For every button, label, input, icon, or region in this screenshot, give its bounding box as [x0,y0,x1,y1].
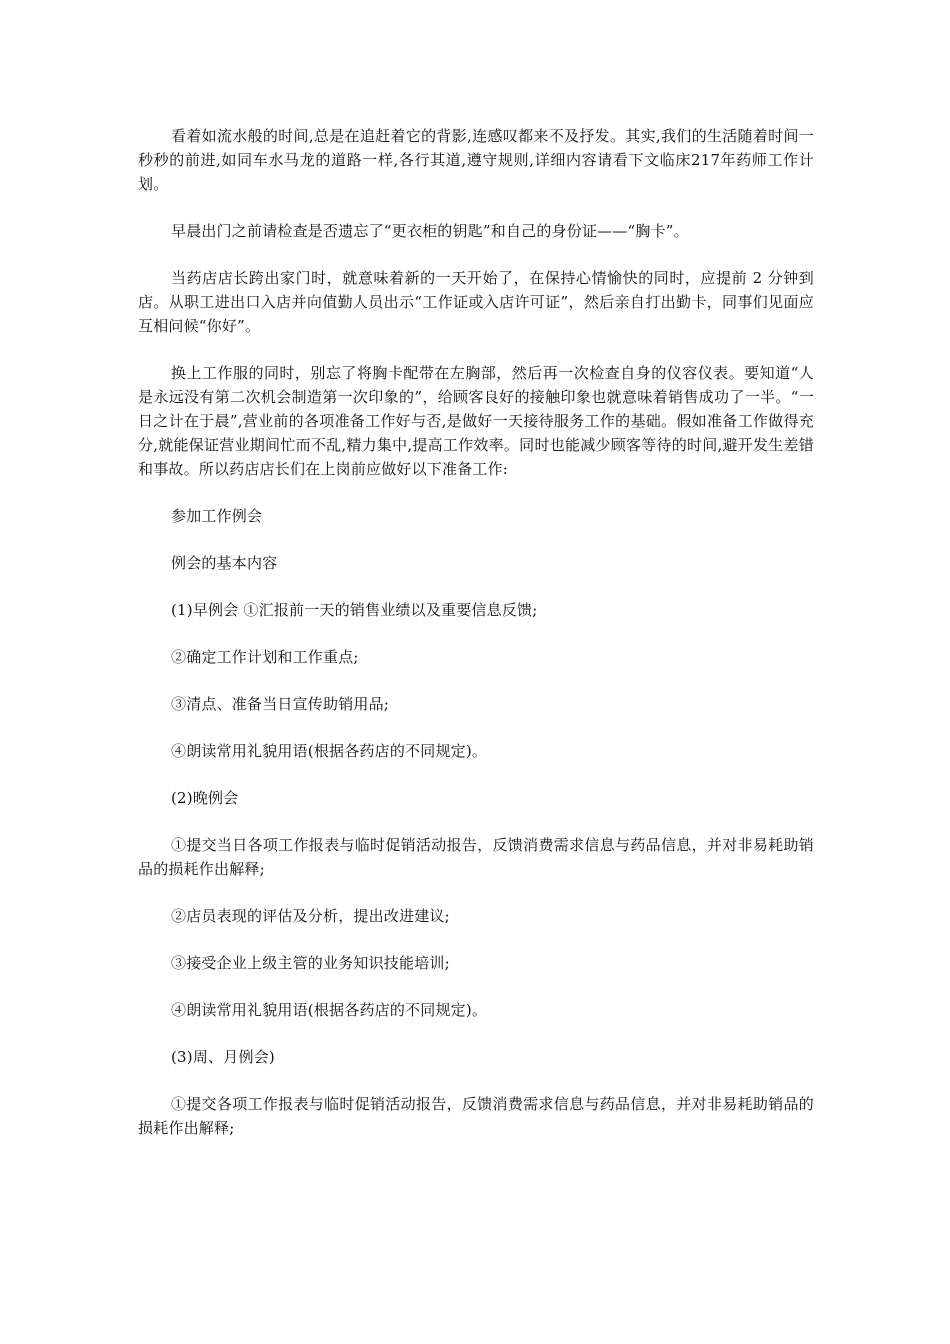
evening-meeting-item-3: ③接受企业上级主管的业务知识技能培训; [171,954,450,972]
arrival-paragraph: 当药店店长跨出家门时，就意味着新的一天开始了，在保持心情愉快的同时，应提前 2 分钟到店。从职工进出口入店并向值勤人员出示“工作证或入店许可证”，然后亲自打出勤卡，同事们见面应互相问候“你好”。 [138,269,814,335]
evening-meeting-item-1: ①提交当日各项工作报表与临时促销活动报告，反馈消费需求信息与药品信息，并对非易耗助销品的损耗作出解释; [138,836,814,878]
weekly-monthly-meeting-heading: (3)周、月例会) [171,1048,275,1066]
evening-meeting-item-2: ②店员表现的评估及分析，提出改进建议; [171,907,450,925]
intro-paragraph: 看着如流水般的时间,总是在追赶着它的背影,连感叹都来不及抒发。其实,我们的生活随着时间一秒秒的前进,如同车水马龙的道路一样,各行其道,遵守规则,详细内容请看下文临床217年药师工作计划。 [138,127,814,193]
section-heading-meeting: 参加工作例会 [171,507,263,525]
weekly-monthly-meeting-item-1: ①提交各项工作报表与临时促销活动报告，反馈消费需求信息与药品信息，并对非易耗助销品的损耗作出解释; [138,1095,814,1137]
preparation-paragraph: 换上工作服的同时，别忘了将胸卡配带在左胸部，然后再一次检查自身的仪容仪表。要知道“人是永远没有第二次机会制造第一次印象的”，给顾客良好的接触印象也就意味着销售成功了一半。“一日之计在于晨”,营业前的各项准备工作好与否,是做好一天接待服务工作的基础。假如准备工作做得充分,就能保证营业期间忙而不乱,精力集中,提高工作效率。同时也能减少顾客等待的时间,避开发生差错和事故。所以药店店长们在上岗前应做好以下准备工作: [138,364,814,478]
morning-meeting-item-4: ④朗读常用礼貌用语(根据各药店的不同规定)。 [171,742,488,760]
evening-meeting-item-4: ④朗读常用礼貌用语(根据各药店的不同规定)。 [171,1001,488,1019]
section-heading-meeting-content: 例会的基本内容 [171,554,278,572]
morning-meeting-item-3: ③清点、准备当日宣传助销用品; [171,695,390,713]
document-body [138,124,814,1163]
checklist-paragraph: 早晨出门之前请检查是否遗忘了“更衣柜的钥匙”和自己的身份证——“胸卡”。 [171,222,689,240]
evening-meeting-heading: (2)晚例会 [171,789,239,807]
morning-meeting-item-1: (1)早例会 ①汇报前一天的销售业绩以及重要信息反馈; [171,601,538,619]
morning-meeting-item-2: ②确定工作计划和工作重点; [171,648,359,666]
